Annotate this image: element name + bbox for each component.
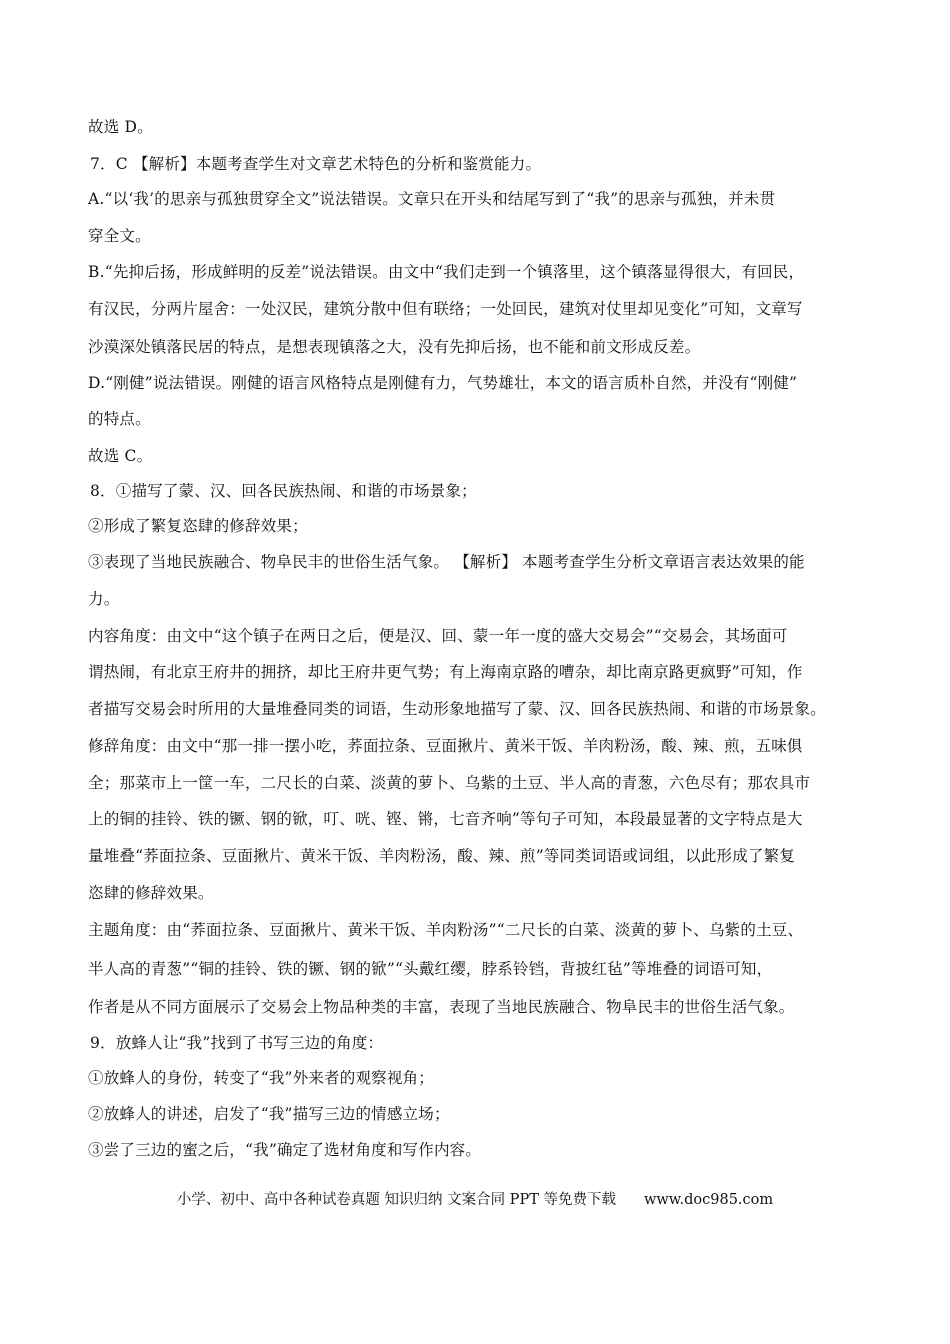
text-line: 半人高的青葱”“铜的挂铃、铁的镢、钢的锨”“头戴红缨，脖系铃铛，背披红毡”等堆叠的词语可知， xyxy=(88,960,773,978)
text-line: 有汉民，分两片屋舍：一处汉民，建筑分散中但有联络；一处回民，建筑对仗里却见变化”可知，文章写 xyxy=(88,300,803,318)
text-line: B.“先抑后扬，形成鲜明的反差”说法错误。由文中“我们走到一个镇落里，这个镇落显得很大，有回民， xyxy=(88,263,805,281)
text-line: ②形成了繁复恣肆的修辞效果； xyxy=(88,517,308,535)
text-line: 的特点。 xyxy=(88,410,151,428)
text-line: D.“刚健”说法错误。刚健的语言风格特点是刚健有力，气势雄壮，本文的语言质朴自然，并没有“刚健” xyxy=(88,374,798,392)
text-line: A.“以‘我’的思亲与孤独贯穿全文”说法错误。文章只在开头和结尾写到了“我”的思亲与孤独，并未贯 xyxy=(88,190,776,208)
question-8-answer: 8．①描写了蒙、汉、回各民族热闹、和谐的市场景象； xyxy=(90,482,477,500)
text-line: 力。 xyxy=(88,590,120,608)
text-line: ②放蜂人的讲述，启发了“我”描写三边的情感立场； xyxy=(88,1105,450,1123)
footer-url-link[interactable]: www.doc985.com xyxy=(643,1192,774,1208)
text-line: 上的铜的挂铃、铁的镢、钢的锨，叮、咣、铿、锵，七音齐响”等句子可知，本段最显著的文字特点是大 xyxy=(88,810,803,828)
text-line: 者描写交易会时所用的大量堆叠同类的词语，生动形象地描写了蒙、汉、回各民族热闹、和谐的市场景象。 xyxy=(88,700,826,718)
text-line: 量堆叠“荞面拉条、豆面揪片、黄米干饭、羊肉粉汤，酸、辣、煎”等同类词语或词组，以此形成了繁复 xyxy=(88,847,796,865)
text-line: 全；那菜市上一筐一车，二尺长的白菜、淡黄的萝卜、乌紫的土豆、半人高的青葱，六色尽有；那农具市 xyxy=(88,774,811,792)
text-line: 谓热闹，有北京王府井的拥挤，却比王府井更气势；有上海南京路的嘈杂，却比南京路更疯野”可知，作 xyxy=(88,663,803,681)
text-line: 修辞角度：由文中“那一排一摆小吃，荞面拉条、豆面揪片、黄米干饭、羊肉粉汤，酸、辣、煎，五味俱 xyxy=(88,737,803,755)
text-line: 内容角度：由文中“这个镇子在两日之后，便是汉、回、蒙一年一度的盛大交易会”“交易会，其场面可 xyxy=(88,627,788,645)
footer-text: 小学、初中、高中各种试卷真题 知识归纳 文案合同 PPT 等免费下载 xyxy=(176,1192,616,1208)
text-line: ③表现了当地民族融合、物阜民丰的世俗生活气象。 【解析】 本题考查学生分析文章语言表达效果的能 xyxy=(88,553,805,571)
text-line: ①放蜂人的身份，转变了“我”外来者的观察视角； xyxy=(88,1069,434,1087)
text-line: 故选 C。 xyxy=(88,447,153,465)
text-line: 恣肆的修辞效果。 xyxy=(88,884,214,902)
text-line: ③尝了三边的蜜之后，“我”确定了选材角度和写作内容。 xyxy=(88,1141,482,1159)
text-line: 作者是从不同方面展示了交易会上物品种类的丰富，表现了当地民族融合、物阜民丰的世俗生活气象。 xyxy=(88,998,795,1016)
question-9-answer: 9．放蜂人让“我”找到了书写三边的角度： xyxy=(90,1034,384,1052)
text-line: 穿全文。 xyxy=(88,227,151,245)
question-7-answer: 7．C 【解析】本题考查学生对文章艺术特色的分析和鉴赏能力。 xyxy=(90,155,542,173)
text-line: 故选 D。 xyxy=(88,118,153,136)
page-footer xyxy=(0,1190,950,1210)
text-line: 主题角度：由“荞面拉条、豆面揪片、黄米干饭、羊肉粉汤”“二尺长的白菜、淡黄的萝卜、乌紫的土豆、 xyxy=(88,921,804,939)
text-line: 沙漠深处镇落民居的特点，是想表现镇落之大，没有先抑后扬，也不能和前文形成反差。 xyxy=(88,338,701,356)
